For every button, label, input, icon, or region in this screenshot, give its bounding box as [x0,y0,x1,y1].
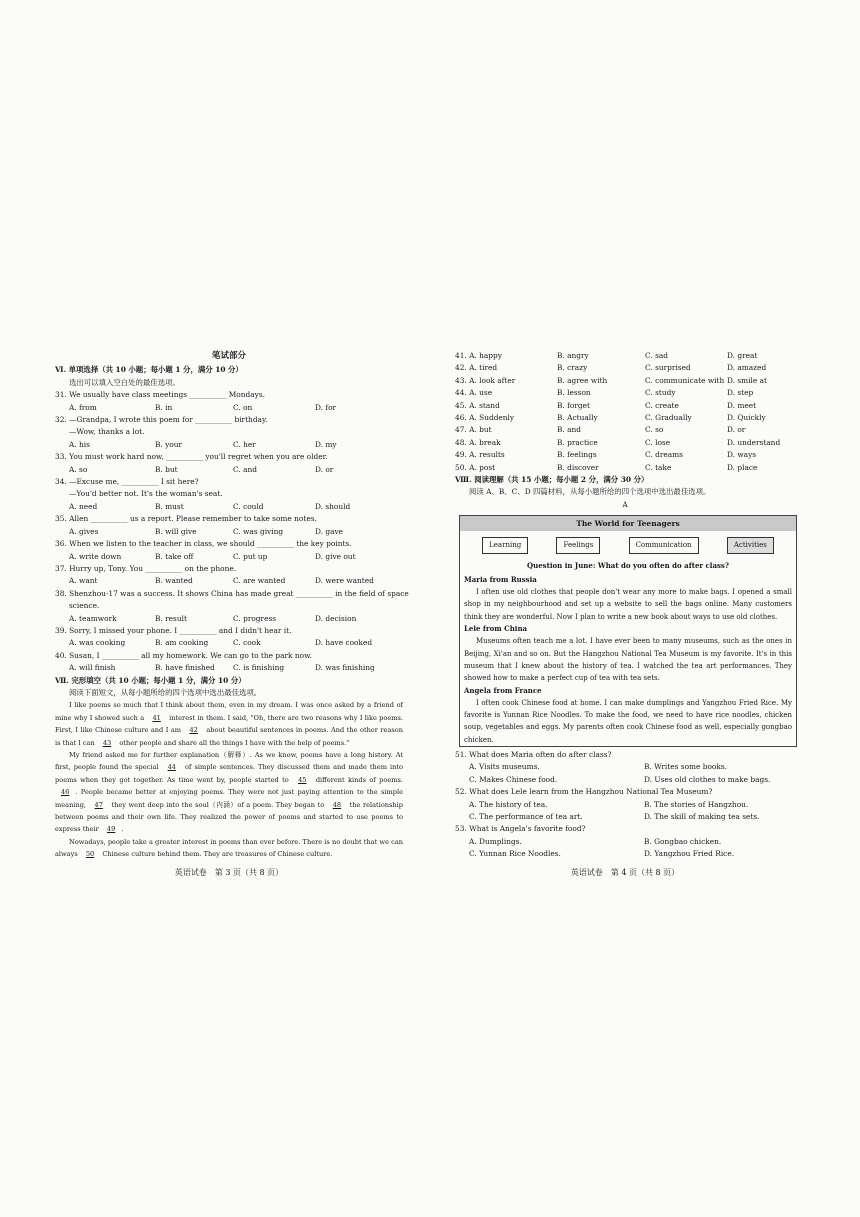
cloze-option: C. sad [645,351,669,360]
answer-option: A. from [69,402,97,412]
answer-blank: __________ [90,514,128,524]
answer-option: B. result [155,613,187,623]
answer-blank: __________ [195,415,233,425]
reading-option: A. Visits museums. [469,762,540,772]
page-footer-left: 英语试卷 第 3 页（共 8 页） [174,867,284,877]
tab-learning[interactable]: Learning [482,537,528,553]
cloze-option: 45. A. stand [455,400,500,410]
answer-options [55,464,403,476]
cloze-text-run: other people and share all the things I have with the help of poems." [117,738,350,747]
answer-blank: __________ [101,650,139,660]
answer-option: B. must [155,501,184,511]
answer-option: D. was finishing [315,663,375,673]
cloze-option: C. take [645,462,672,472]
question-stem-continued: science. [69,601,100,611]
cloze-passage [55,699,403,860]
reading-option: B. Gongbao chicken. [644,836,722,846]
stem-text: 34. —Excuse me, [55,477,122,487]
cloze-text-run: Chinese culture behind them. They are treasures of Chinese culture. [100,850,333,859]
stem-text: in the field of space [332,588,409,598]
cloze-option: 48. A. break [455,437,501,447]
cloze-option: C. lose [645,437,671,447]
answer-option: C. put up [233,551,268,561]
cloze-option: D. understand [727,437,781,447]
cloze-blank: 44 [167,763,176,772]
answer-option: A. gives [69,526,99,536]
answer-option: B. wanted [155,576,193,586]
tab-feelings[interactable]: Feelings [556,537,600,553]
cloze-option: C. create [645,400,679,410]
cloze-text-run: the relationship between poems and their own life. They realized the power of poems and started to use poems to express their [55,800,403,834]
section7-title: Ⅶ. 完形填空（共 10 小题；每小题 1 分，满分 10 分） [55,675,246,685]
stem-text: and I didn't hear it. [216,625,292,635]
section8-title: Ⅷ. 阅读理解（共 15 小题；每小题 2 分，满分 30 分） [455,475,649,485]
tab-activities[interactable]: Activities [727,537,774,553]
post-author: Maria from Russia [464,574,537,584]
question-stem-continued: —Wow, thanks a lot. [69,427,145,437]
answer-option: C. and [233,464,257,474]
cloze-option: 41. A. happy [455,351,502,360]
stem-text: 39. Sorry, I missed your phone. I [55,625,180,635]
cloze-option: C. Gradually [645,413,692,423]
answer-option: A. so [69,464,88,474]
cloze-blank: 45 [298,775,307,784]
answer-option: A. want [69,576,98,586]
answer-option: A. need [69,501,98,511]
stem-text: I sit here? [158,477,199,487]
question-stem [55,650,403,662]
answer-option: D. should [315,501,351,511]
cloze-text-run: I like poems so much that I think about them, even in my dream. I was once asked by a friend of mine why I showed such a [55,701,403,722]
passage-label: A [622,499,628,509]
cloze-paragraph [55,749,403,836]
stem-text: you'll regret when you are older. [203,452,328,462]
cloze-option: 46. A. Suddenly [455,413,515,423]
cloze-option: D. meet [727,400,757,410]
cloze-options-grid [455,350,795,474]
answer-options [55,575,403,587]
cloze-option: B. lesson [557,388,591,398]
answer-options [55,551,403,563]
teen-forum-box [459,515,797,747]
cloze-option: C. dreams [645,450,683,460]
question-stem-continued: —You'd better not. It's the woman's seat. [69,489,223,499]
cloze-option: B. feelings [557,450,597,460]
page-footer-right: 英语试卷 第 4 页（共 8 页） [570,867,680,877]
cloze-option: C. so [645,425,664,435]
question-stem [55,625,403,637]
stem-text: all my homework. We can go to the park now. [138,650,312,660]
answer-option: B. have finished [155,663,215,673]
cloze-text-run: My friend asked me for further explanation（解释）. As we know, poems have a long history. At first, people found the special [55,751,403,772]
cloze-option: D. great [727,351,758,360]
answer-blank: __________ [257,539,294,549]
cloze-text-run: . [121,825,124,834]
answer-option: B. in [155,402,173,412]
cloze-option: B. forget [557,400,590,410]
stem-text: birthday. [232,415,268,425]
post-author: Lele from China [464,624,528,634]
answer-blank: __________ [295,588,333,598]
cloze-text-run: about beautiful sentences in poems. And the other reason is that I can [55,726,403,747]
cloze-text-run: they went deep into the soul（内涵）of a poem. They began to [108,800,327,809]
post-text: Museums often teach me a lot. I have ever been to many museums, such as the ones in Beijing, Xi'an and so on. But the Hangzhou National Tea Museum is my favorite. It's in this museum that I knew about the history of tea. I watched the tea art performances. They showed how to make a perfect cup of tea with tea sets. [464,637,792,683]
cloze-option: 43. A. look after [455,375,516,385]
cloze-option: B. discover [557,462,599,472]
cloze-option: D. ways [727,450,757,460]
reading-options [455,799,795,824]
cloze-text-run: Nowadays, people take a greater interest in poems than ever before. There is no doubt that we can always [55,837,403,859]
cloze-blank: 46 [61,788,70,797]
answer-options [55,501,403,513]
cloze-option: 50. A. post [455,462,496,472]
question-stem [55,414,403,426]
cloze-option: D. step [727,388,754,398]
question-stem [55,389,403,401]
cloze-blank: 43 [102,738,112,747]
question-stem [55,513,403,525]
cloze-option: C. communicate with [645,375,725,385]
answer-option: B. your [155,439,183,449]
stem-text: 38. Shenzhou-17 was a success. It shows China has made great [55,588,296,598]
cloze-blank: 42 [189,726,198,735]
cloze-option: B. agree with [557,375,608,385]
cloze-option: 49. A. results [455,450,505,460]
cloze-option: B. Actually [557,413,598,423]
reading-options [455,761,795,786]
answer-option: D. my [315,439,337,449]
cloze-text-run: of simple sentences. They discussed them and made them into poems when they got together. As time went by, people started to [55,763,403,784]
answer-option: D. for [315,402,337,412]
reading-option: D. Uses old clothes to make bags. [644,774,771,784]
answer-options [55,526,403,538]
cloze-blank: 41 [152,713,161,722]
cloze-option: C. surprised [645,363,691,373]
stem-text: on the phone. [182,563,237,573]
cloze-paragraph [55,836,403,861]
answer-option: D. give out [315,551,356,561]
cloze-option: C. study [645,388,676,398]
answer-option: B. am cooking [155,638,209,648]
answer-blank: __________ [166,452,204,462]
answer-options [55,662,403,674]
reading-option: A. The history of tea. [469,799,548,809]
cloze-option: B. and [557,425,582,435]
cloze-blank: 49 [106,825,116,834]
reading-question: 52. What does Lele learn from the Hangzhou National Tea Museum? [455,787,713,797]
forum-question: Question in June: What do you often do after class? [527,560,729,570]
forum-title: The World for Teenagers [460,516,796,531]
answer-option: D. gave [315,526,344,536]
post-text: I often cook Chinese food at home. I can make dumplings and Yangzhou Fried Rice. My favorite is Yunnan Rice Noodles. To make the food, we need to have rice noodles, chicken soup, vegetables and eggs. My parents often cook Chinese food as well, especially gongbao chicken. [464,698,792,744]
cloze-option: B. angry [557,351,589,360]
stem-text: 32. —Grandpa, I wrote this poem for [55,415,196,425]
answer-option: A. his [69,439,90,449]
tab-communication[interactable]: Communication [629,537,699,553]
cloze-option: D. smile at [727,375,767,385]
reading-question: 51. What does Maria often do after class? [455,750,612,760]
cloze-text-run: . People became better at enjoying poems. They were not just paying attention to the simple meaning, [55,788,403,809]
cloze-blank: 47 [94,800,103,809]
cloze-option: B. practice [557,437,598,447]
stem-text: 35. Allen [55,514,91,524]
reading-option: B. The stories of Hangzhou. [644,799,749,809]
answer-blank: __________ [121,477,159,487]
cloze-option: B. crazy [557,363,588,373]
question-stem [55,538,403,550]
forum-tabs [460,531,796,557]
stem-text: 31. We usually have class meetings [55,390,190,400]
reading-option: A. Dumplings. [469,836,522,846]
answer-option: A. teamwork [69,613,117,623]
answer-option: C. is finishing [233,663,285,673]
stem-text: 40. Susan, I [55,650,102,660]
answer-option: D. decision [315,613,357,623]
cloze-option: 44. A. use [455,388,493,398]
answer-option: C. could [233,501,264,511]
cloze-option: D. Quickly [727,413,766,423]
answer-option: A. will finish [69,663,116,673]
answer-option: B. take off [155,551,194,561]
answer-option: C. are wanted [233,576,286,586]
post-text: I often use old clothes that people don't wear any more to make bags. I opened a small shop in my neighbourhood and set up a website to sell the bags online. Many customers think they are wonderful. Now I plan to write a new book about ways to use old clothes. [464,588,792,621]
reading-option: C. Yunnan Rice Noodles. [469,849,561,859]
answer-option: D. or [315,464,334,474]
stem-text: 37. Hurry up, Tony. You [55,563,146,573]
section-header: 笔试部分 [211,351,246,361]
reading-option: B. Writes some books. [644,762,727,772]
stem-text: the key points. [293,539,352,549]
stem-text: 33. You must work hard now, [55,452,167,462]
answer-option: C. on [233,402,253,412]
cloze-blank: 48 [332,800,342,809]
question-stem [55,451,403,463]
cloze-option: D. or [727,425,746,435]
reading-questions [455,749,795,861]
answer-blank: __________ [145,563,183,573]
answer-options [55,613,403,625]
answer-option: B. but [155,464,178,474]
stem-text: Mondays. [226,390,265,400]
forum-posts [460,574,796,746]
section7-instruction: 阅读下面短文，从每小题所给的四个选项中选出最佳选项。 [69,687,262,697]
answer-blank: __________ [179,625,217,635]
section8-instruction: 阅读 A、B、C、D 四篇材料，从每小题所给的四个选项中选出最佳选项。 [469,487,711,497]
multiple-choice-list [55,389,409,674]
stem-text: us a report. Please remember to take some notes. [127,514,317,524]
left-page [55,350,409,879]
section6-title: Ⅵ. 单项选择（共 10 小题；每小题 1 分，满分 10 分） [55,365,243,375]
cloze-option: D. amazed [727,363,767,373]
cloze-blank: 50 [85,850,95,859]
answer-option: D. have cooked [315,638,373,648]
answer-options [55,439,403,451]
cloze-text-run: different kinds of poems. [312,775,403,784]
cloze-text-run: interest in them. I said, "Oh, there are two reasons why I like poems. First, I like Chinese culture and I am [55,713,403,735]
answer-option: C. was giving [233,526,284,536]
answer-option: D. were wanted [315,576,374,586]
cloze-paragraph [55,699,403,749]
stem-text: 36. When we listen to the teacher in class, we should [55,539,258,549]
post-author: Angela from France [464,685,542,695]
answer-options [55,402,403,414]
reading-option: C. The performance of tea art. [469,812,583,822]
question-stem [55,476,403,488]
reading-question: 53. What is Angela's favorite food? [455,824,586,834]
cloze-option: 42. A. tired [455,363,498,373]
section6-instruction: 选出可以填入空白处的最佳选项。 [69,377,180,387]
cloze-option: 47. A. but [455,425,492,435]
reading-option: C. Makes Chinese food. [469,774,558,784]
question-stem [55,563,403,575]
answer-option: C. cook [233,638,261,648]
answer-option: C. her [233,439,256,449]
reading-option: D. The skill of making tea sets. [644,812,760,822]
answer-blank: __________ [189,390,227,400]
answer-options [55,637,403,649]
cloze-option: D. place [727,462,758,472]
answer-option: A. was cooking [69,638,126,648]
answer-option: B. will give [155,526,197,536]
reading-options [455,836,795,861]
right-page [455,350,795,879]
answer-option: A. write down [69,551,122,561]
question-stem [55,588,409,600]
reading-option: D. Yangzhou Fried Rice. [644,849,735,859]
answer-option: C. progress [233,613,277,623]
